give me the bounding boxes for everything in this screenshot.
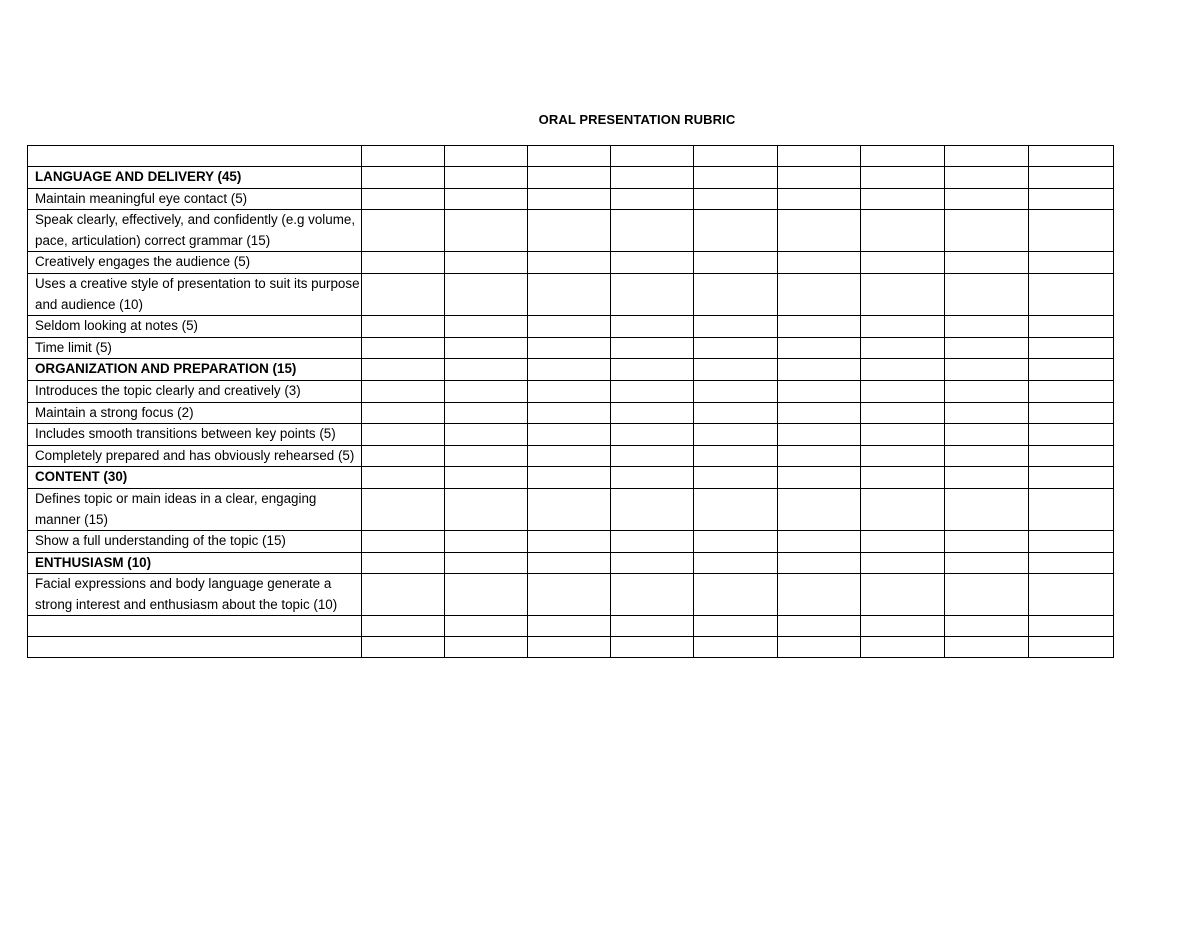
score-cell bbox=[611, 637, 694, 658]
score-cell bbox=[528, 380, 611, 402]
score-cell bbox=[945, 380, 1029, 402]
score-cell bbox=[945, 616, 1029, 637]
score-cell bbox=[1029, 252, 1114, 274]
table-row bbox=[28, 337, 1114, 359]
score-cell bbox=[694, 531, 778, 553]
table-row bbox=[28, 488, 1114, 530]
score-cell bbox=[611, 273, 694, 315]
score-cell bbox=[445, 210, 528, 252]
score-cell bbox=[861, 445, 945, 467]
table-row bbox=[28, 637, 1114, 658]
score-cell bbox=[861, 380, 945, 402]
score-cell bbox=[362, 252, 445, 274]
score-cell bbox=[945, 252, 1029, 274]
criterion-label: Facial expressions and body language generate a strong interest and enthusiasm about the topic (10) bbox=[28, 574, 362, 616]
score-cell bbox=[694, 637, 778, 658]
table-row bbox=[28, 402, 1114, 424]
score-cell bbox=[1029, 445, 1114, 467]
score-cell bbox=[1029, 531, 1114, 553]
criterion-label bbox=[28, 146, 362, 167]
score-cell bbox=[1029, 210, 1114, 252]
score-cell bbox=[611, 552, 694, 574]
criterion-label: Speak clearly, effectively, and confidently (e.g volume, pace, articulation) correct grammar (15) bbox=[28, 210, 362, 252]
score-cell bbox=[528, 616, 611, 637]
score-cell bbox=[362, 574, 445, 616]
section-heading: CONTENT (30) bbox=[28, 467, 362, 489]
criterion-label: Time limit (5) bbox=[28, 337, 362, 359]
score-cell bbox=[611, 402, 694, 424]
score-cell bbox=[1029, 467, 1114, 489]
score-cell bbox=[778, 552, 861, 574]
score-cell bbox=[778, 146, 861, 167]
score-cell bbox=[445, 424, 528, 446]
score-cell bbox=[1029, 380, 1114, 402]
score-cell bbox=[1029, 337, 1114, 359]
table-row bbox=[28, 252, 1114, 274]
section-row bbox=[28, 552, 1114, 574]
score-cell bbox=[528, 210, 611, 252]
score-cell bbox=[945, 467, 1029, 489]
score-cell bbox=[362, 380, 445, 402]
score-cell bbox=[945, 146, 1029, 167]
score-cell bbox=[611, 380, 694, 402]
score-cell bbox=[861, 167, 945, 189]
score-cell bbox=[694, 359, 778, 381]
score-cell bbox=[611, 167, 694, 189]
score-cell bbox=[778, 531, 861, 553]
score-cell bbox=[611, 359, 694, 381]
score-cell bbox=[528, 531, 611, 553]
section-row bbox=[28, 359, 1114, 381]
score-cell bbox=[362, 531, 445, 553]
score-cell bbox=[861, 146, 945, 167]
score-cell bbox=[445, 574, 528, 616]
score-cell bbox=[528, 637, 611, 658]
score-cell bbox=[778, 574, 861, 616]
section-heading: LANGUAGE AND DELIVERY (45) bbox=[28, 167, 362, 189]
table-row bbox=[28, 424, 1114, 446]
score-cell bbox=[778, 616, 861, 637]
table-row bbox=[28, 380, 1114, 402]
table-row bbox=[28, 146, 1114, 167]
score-cell bbox=[611, 188, 694, 210]
score-cell bbox=[528, 467, 611, 489]
score-cell bbox=[1029, 316, 1114, 338]
score-cell bbox=[1029, 167, 1114, 189]
score-cell bbox=[694, 146, 778, 167]
score-cell bbox=[528, 359, 611, 381]
score-cell bbox=[445, 552, 528, 574]
score-cell bbox=[861, 316, 945, 338]
score-cell bbox=[445, 316, 528, 338]
score-cell bbox=[694, 616, 778, 637]
score-cell bbox=[694, 445, 778, 467]
table-row bbox=[28, 531, 1114, 553]
score-cell bbox=[778, 467, 861, 489]
score-cell bbox=[778, 445, 861, 467]
score-cell bbox=[694, 273, 778, 315]
score-cell bbox=[611, 337, 694, 359]
criterion-label: Includes smooth transitions between key points (5) bbox=[28, 424, 362, 446]
score-cell bbox=[945, 445, 1029, 467]
section-heading: ENTHUSIASM (10) bbox=[28, 552, 362, 574]
score-cell bbox=[861, 188, 945, 210]
score-cell bbox=[611, 574, 694, 616]
score-cell bbox=[945, 273, 1029, 315]
score-cell bbox=[694, 316, 778, 338]
score-cell bbox=[362, 467, 445, 489]
score-cell bbox=[611, 531, 694, 553]
score-cell bbox=[611, 616, 694, 637]
score-cell bbox=[694, 210, 778, 252]
criterion-label: Seldom looking at notes (5) bbox=[28, 316, 362, 338]
score-cell bbox=[778, 210, 861, 252]
score-cell bbox=[861, 210, 945, 252]
score-cell bbox=[694, 424, 778, 446]
score-cell bbox=[861, 402, 945, 424]
score-cell bbox=[362, 316, 445, 338]
score-cell bbox=[945, 488, 1029, 530]
score-cell bbox=[945, 531, 1029, 553]
score-cell bbox=[1029, 273, 1114, 315]
score-cell bbox=[945, 210, 1029, 252]
score-cell bbox=[362, 424, 445, 446]
score-cell bbox=[1029, 552, 1114, 574]
score-cell bbox=[445, 188, 528, 210]
table-row bbox=[28, 273, 1114, 315]
score-cell bbox=[694, 188, 778, 210]
score-cell bbox=[945, 167, 1029, 189]
score-cell bbox=[362, 210, 445, 252]
score-cell bbox=[861, 359, 945, 381]
score-cell bbox=[528, 424, 611, 446]
score-cell bbox=[778, 359, 861, 381]
criterion-label: Defines topic or main ideas in a clear, engaging manner (15) bbox=[28, 488, 362, 530]
score-cell bbox=[445, 273, 528, 315]
score-cell bbox=[528, 402, 611, 424]
score-cell bbox=[861, 531, 945, 553]
score-cell bbox=[445, 467, 528, 489]
score-cell bbox=[694, 488, 778, 530]
score-cell bbox=[945, 552, 1029, 574]
rubric-body bbox=[28, 146, 1114, 658]
score-cell bbox=[528, 316, 611, 338]
score-cell bbox=[1029, 637, 1114, 658]
score-cell bbox=[778, 424, 861, 446]
score-cell bbox=[362, 359, 445, 381]
score-cell bbox=[528, 188, 611, 210]
score-cell bbox=[362, 616, 445, 637]
score-cell bbox=[1029, 424, 1114, 446]
score-cell bbox=[1029, 488, 1114, 530]
score-cell bbox=[445, 616, 528, 637]
score-cell bbox=[445, 167, 528, 189]
score-cell bbox=[778, 380, 861, 402]
score-cell bbox=[861, 637, 945, 658]
score-cell bbox=[1029, 616, 1114, 637]
score-cell bbox=[945, 359, 1029, 381]
rubric-table bbox=[27, 145, 1114, 658]
score-cell bbox=[1029, 359, 1114, 381]
score-cell bbox=[694, 467, 778, 489]
score-cell bbox=[445, 445, 528, 467]
score-cell bbox=[945, 574, 1029, 616]
score-cell bbox=[528, 167, 611, 189]
score-cell bbox=[861, 424, 945, 446]
score-cell bbox=[445, 337, 528, 359]
score-cell bbox=[694, 167, 778, 189]
score-cell bbox=[1029, 402, 1114, 424]
score-cell bbox=[362, 402, 445, 424]
score-cell bbox=[694, 402, 778, 424]
score-cell bbox=[362, 273, 445, 315]
score-cell bbox=[778, 188, 861, 210]
score-cell bbox=[362, 637, 445, 658]
criterion-label: Maintain meaningful eye contact (5) bbox=[28, 188, 362, 210]
score-cell bbox=[778, 252, 861, 274]
score-cell bbox=[445, 146, 528, 167]
score-cell bbox=[362, 445, 445, 467]
table-row bbox=[28, 574, 1114, 616]
score-cell bbox=[861, 616, 945, 637]
score-cell bbox=[1029, 574, 1114, 616]
score-cell bbox=[611, 210, 694, 252]
score-cell bbox=[778, 273, 861, 315]
score-cell bbox=[528, 337, 611, 359]
score-cell bbox=[694, 552, 778, 574]
section-row bbox=[28, 467, 1114, 489]
score-cell bbox=[611, 445, 694, 467]
score-cell bbox=[611, 146, 694, 167]
score-cell bbox=[528, 574, 611, 616]
criterion-label: Maintain a strong focus (2) bbox=[28, 402, 362, 424]
score-cell bbox=[861, 574, 945, 616]
score-cell bbox=[611, 252, 694, 274]
score-cell bbox=[362, 488, 445, 530]
score-cell bbox=[778, 637, 861, 658]
score-cell bbox=[945, 188, 1029, 210]
score-cell bbox=[778, 402, 861, 424]
criterion-label: Introduces the topic clearly and creatively (3) bbox=[28, 380, 362, 402]
score-cell bbox=[528, 445, 611, 467]
score-cell bbox=[861, 552, 945, 574]
score-cell bbox=[778, 488, 861, 530]
score-cell bbox=[445, 637, 528, 658]
score-cell bbox=[362, 188, 445, 210]
score-cell bbox=[528, 488, 611, 530]
score-cell bbox=[445, 531, 528, 553]
score-cell bbox=[362, 337, 445, 359]
score-cell bbox=[362, 167, 445, 189]
score-cell bbox=[694, 380, 778, 402]
score-cell bbox=[1029, 146, 1114, 167]
score-cell bbox=[945, 402, 1029, 424]
section-heading: ORGANIZATION AND PREPARATION (15) bbox=[28, 359, 362, 381]
score-cell bbox=[945, 337, 1029, 359]
score-cell bbox=[528, 252, 611, 274]
score-cell bbox=[945, 316, 1029, 338]
score-cell bbox=[945, 637, 1029, 658]
score-cell bbox=[528, 146, 611, 167]
score-cell bbox=[611, 467, 694, 489]
criterion-label: Completely prepared and has obviously rehearsed (5) bbox=[28, 445, 362, 467]
criterion-label: Uses a creative style of presentation to suit its purpose and audience (10) bbox=[28, 273, 362, 315]
score-cell bbox=[362, 146, 445, 167]
score-cell bbox=[778, 316, 861, 338]
score-cell bbox=[445, 380, 528, 402]
score-cell bbox=[861, 252, 945, 274]
score-cell bbox=[362, 552, 445, 574]
score-cell bbox=[611, 488, 694, 530]
table-row bbox=[28, 316, 1114, 338]
score-cell bbox=[611, 424, 694, 446]
section-row bbox=[28, 167, 1114, 189]
score-cell bbox=[694, 252, 778, 274]
criterion-label: Creatively engages the audience (5) bbox=[28, 252, 362, 274]
score-cell bbox=[1029, 188, 1114, 210]
score-cell bbox=[694, 574, 778, 616]
score-cell bbox=[528, 273, 611, 315]
table-row bbox=[28, 616, 1114, 637]
table-row bbox=[28, 188, 1114, 210]
score-cell bbox=[861, 337, 945, 359]
table-row bbox=[28, 445, 1114, 467]
page-title: ORAL PRESENTATION RUBRIC bbox=[538, 112, 736, 127]
criterion-label bbox=[28, 616, 362, 637]
score-cell bbox=[945, 424, 1029, 446]
score-cell bbox=[445, 252, 528, 274]
score-cell bbox=[528, 552, 611, 574]
score-cell bbox=[445, 488, 528, 530]
score-cell bbox=[861, 467, 945, 489]
score-cell bbox=[445, 359, 528, 381]
score-cell bbox=[861, 273, 945, 315]
score-cell bbox=[611, 316, 694, 338]
score-cell bbox=[778, 167, 861, 189]
criterion-label bbox=[28, 637, 362, 658]
score-cell bbox=[778, 337, 861, 359]
criterion-label: Show a full understanding of the topic (15) bbox=[28, 531, 362, 553]
score-cell bbox=[445, 402, 528, 424]
table-row bbox=[28, 210, 1114, 252]
score-cell bbox=[861, 488, 945, 530]
score-cell bbox=[694, 337, 778, 359]
